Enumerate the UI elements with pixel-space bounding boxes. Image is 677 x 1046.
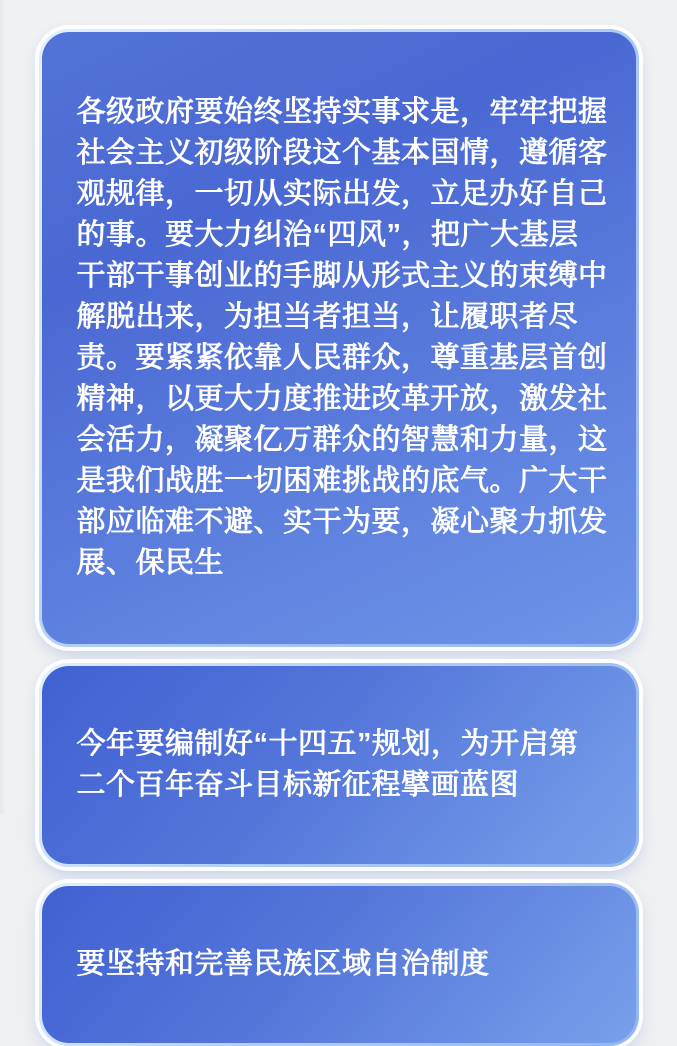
quote-text-five-year-plan: 今年要编制好“十四五”规划，为开启第 二个百年奋斗目标新征程擘画蓝图 <box>76 728 579 801</box>
quote-card-five-year-plan <box>39 663 639 867</box>
quote-card-governance <box>39 29 639 647</box>
quote-card-regional-autonomy-body <box>42 886 636 1043</box>
quote-card-governance-body <box>42 32 636 644</box>
quote-card-five-year-plan-body <box>42 666 636 864</box>
quote-card-regional-autonomy <box>39 883 639 1046</box>
quote-text-governance: 各级政府要始终坚持实事求是，牢牢把握 社会主义初级阶段这个基本国情，遵循客 观规律，一切从实际出发，立足办好自己 的事。要大力纠治“四风”，把广大基层 干部干事创业的手脚从形式主义的束缚中 解脱出来，为担当者担当，让履职者尽 责。要紧紧依靠人民群众，尊重基层首创 精神，以更大力度推进改革开放，激发社 会活力，凝聚亿万群众的智慧和力量，这 是我们战胜一切困难挑战的底气。广大干 部应临难不避、实干为要，凝心聚力抓发 展、保民生 <box>76 96 608 579</box>
quote-text-regional-autonomy: 要坚持和完善民族区域自治制度 <box>76 948 490 980</box>
